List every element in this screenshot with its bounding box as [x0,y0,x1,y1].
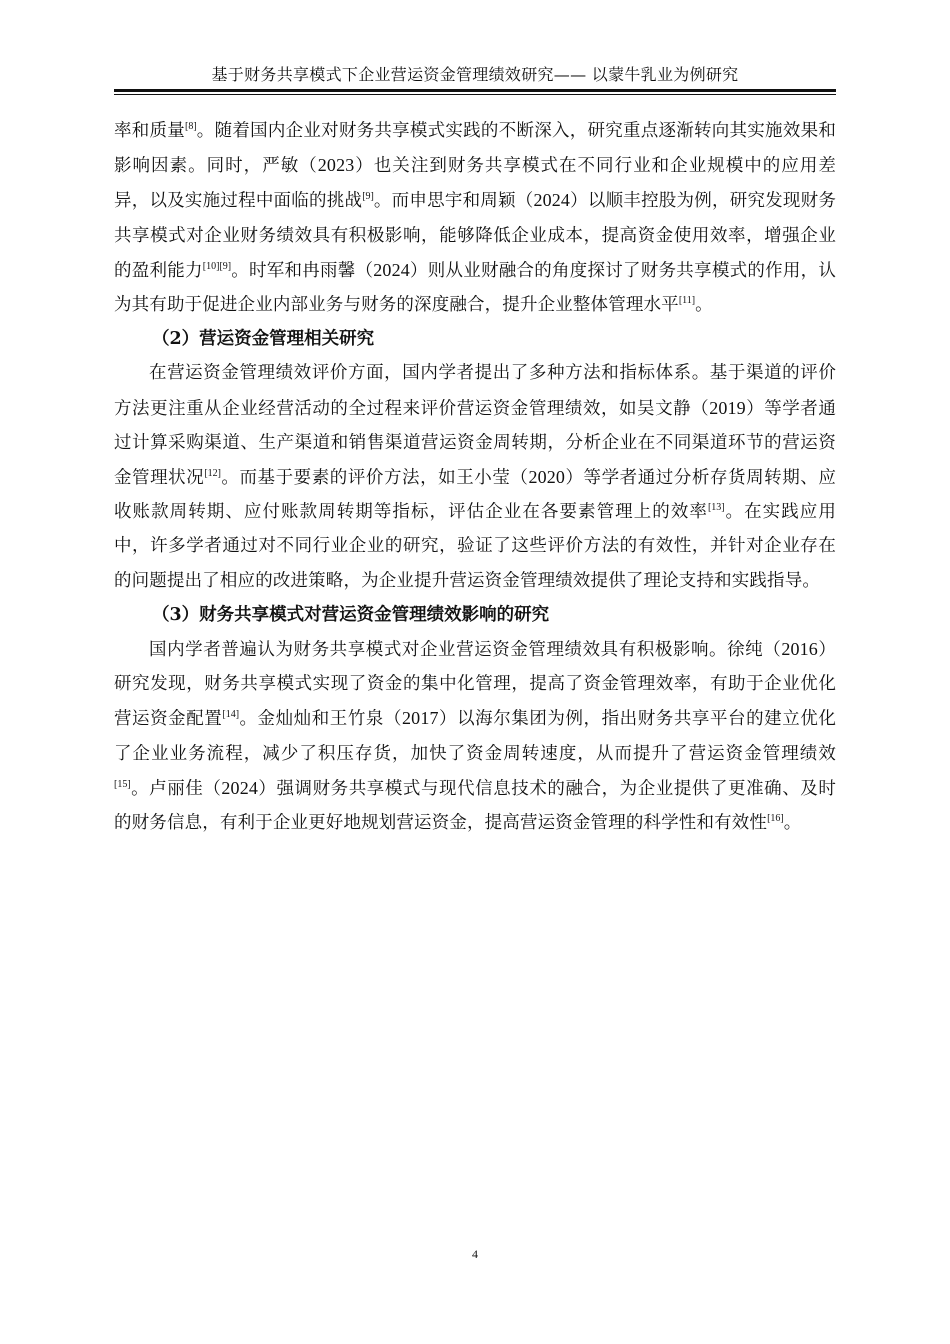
text-run: 。卢丽佳（ [130,778,222,799]
text-run: ）研究发现，财务共享模式实现了资金的集中化管理，提高了资金管理效率，有助于企业优化营运资金配置 [114,640,837,730]
year: 2020 [528,467,566,488]
year: 2024 [221,777,259,798]
text-run: ）以顺丰控股为例，研究发现财务共享模式对企业财务绩效具有积极影响，能够降低企业成本，提高资金使用效率，增强企业的盈利能力 [114,191,836,281]
text-run: 。 [783,813,802,834]
page-number: 4 [472,1247,478,1261]
citation: [10][9] [202,260,232,272]
running-header: 基于财务共享模式下企业营运资金管理绩效研究—— 以蒙牛乳业为例研究 [211,65,739,84]
citation: [8] [185,121,197,133]
year: 2024 [533,190,571,211]
text-run: ）也关注到财务共享模式在不同行业和企业规模中的应用差异，以及实施过程中面临的挑战 [114,156,836,212]
body-text [114,114,836,840]
citation: [12] [204,468,221,480]
text-run: ）等学者通过计算采购渠道、生产渠道和销售渠道营运资金周转期，分析企业在不同渠道环节的营运资金管理状况 [114,398,836,489]
paragraph-section-3 [114,632,836,840]
text-run: 。而申思宇和周颖（ [373,191,534,212]
citation: [11] [678,295,696,307]
year: 2023 [317,155,355,176]
text-run: 。而基于要素的评价方法，如王小莹（ [220,468,529,489]
text-run: 在营运资金管理绩效评价方面，国内学者提出了多种方法和指标体系。基于渠道的评价方法更注重从企业经营活动的全过程来评价营运资金管理绩效，如吴文静（ [114,363,836,419]
header-rule-thick [114,89,836,92]
year: 2016 [781,639,818,660]
text-run: ）等学者通过分析存货周转期、应收账款周转期、应付账款周转期等指标，评估企业在各要素管理上的效率 [114,468,836,523]
text-run: 。在实践应用中，许多学者通过对不同行业企业的研究，验证了这些评价方法的有效性，并针对企业存在的问题提出了相应的改进策略，为企业提升营运资金管理绩效提供了理论支持和实践指导。 [114,502,836,591]
text-run: 。金灿灿和王竹泉（ [239,709,403,730]
paragraph-continued [114,114,836,322]
text-run: ）以海尔集团为例，指出财务共享平台的建立优化了企业业务流程，减少了积压存货，加快了资金周转速度，从而提升了营运资金管理绩效 [114,709,836,764]
text-run: ）强调财务共享模式与现代信息技术的融合，为企业提供了更准确、及时的财务信息，有利于企业更好地规划营运资金，提高营运资金管理的科学性和有效性 [114,778,836,834]
text-run: 。 [695,295,713,316]
paragraph-section-2 [114,356,836,597]
text-run: 国内学者普遍认为财务共享模式对企业营运资金管理绩效具有积极影响。徐纯（ [149,640,782,661]
citation: [15] [114,779,131,791]
year: 2024 [373,259,410,280]
section-heading-3: （3）财务共享模式对营运资金管理绩效影响的研究 [152,604,550,625]
citation: [14] [222,709,240,721]
year: 2017 [402,708,439,729]
year: 2019 [709,397,746,418]
citation: [13] [707,502,725,514]
section-heading-2: （2）营运资金管理相关研究 [152,329,375,350]
text-run: ）则从业财融合的角度探讨了财务共享模式的作用，认为其有助于促进企业内部业务与财务的深度融合，提升企业整体管理水平 [114,260,836,316]
text-run: 。随着国内企业对财务共享模式实践的不断深入，研究重点逐渐转向其实施效果和影响因素。同时，严敏（ [114,121,836,177]
text-run: 率和质量 [114,121,186,141]
citation: [9] [362,191,374,203]
header-rule-thin [114,94,836,95]
text-run: 。时军和冉雨馨（ [231,260,374,281]
citation: [16] [767,813,784,825]
